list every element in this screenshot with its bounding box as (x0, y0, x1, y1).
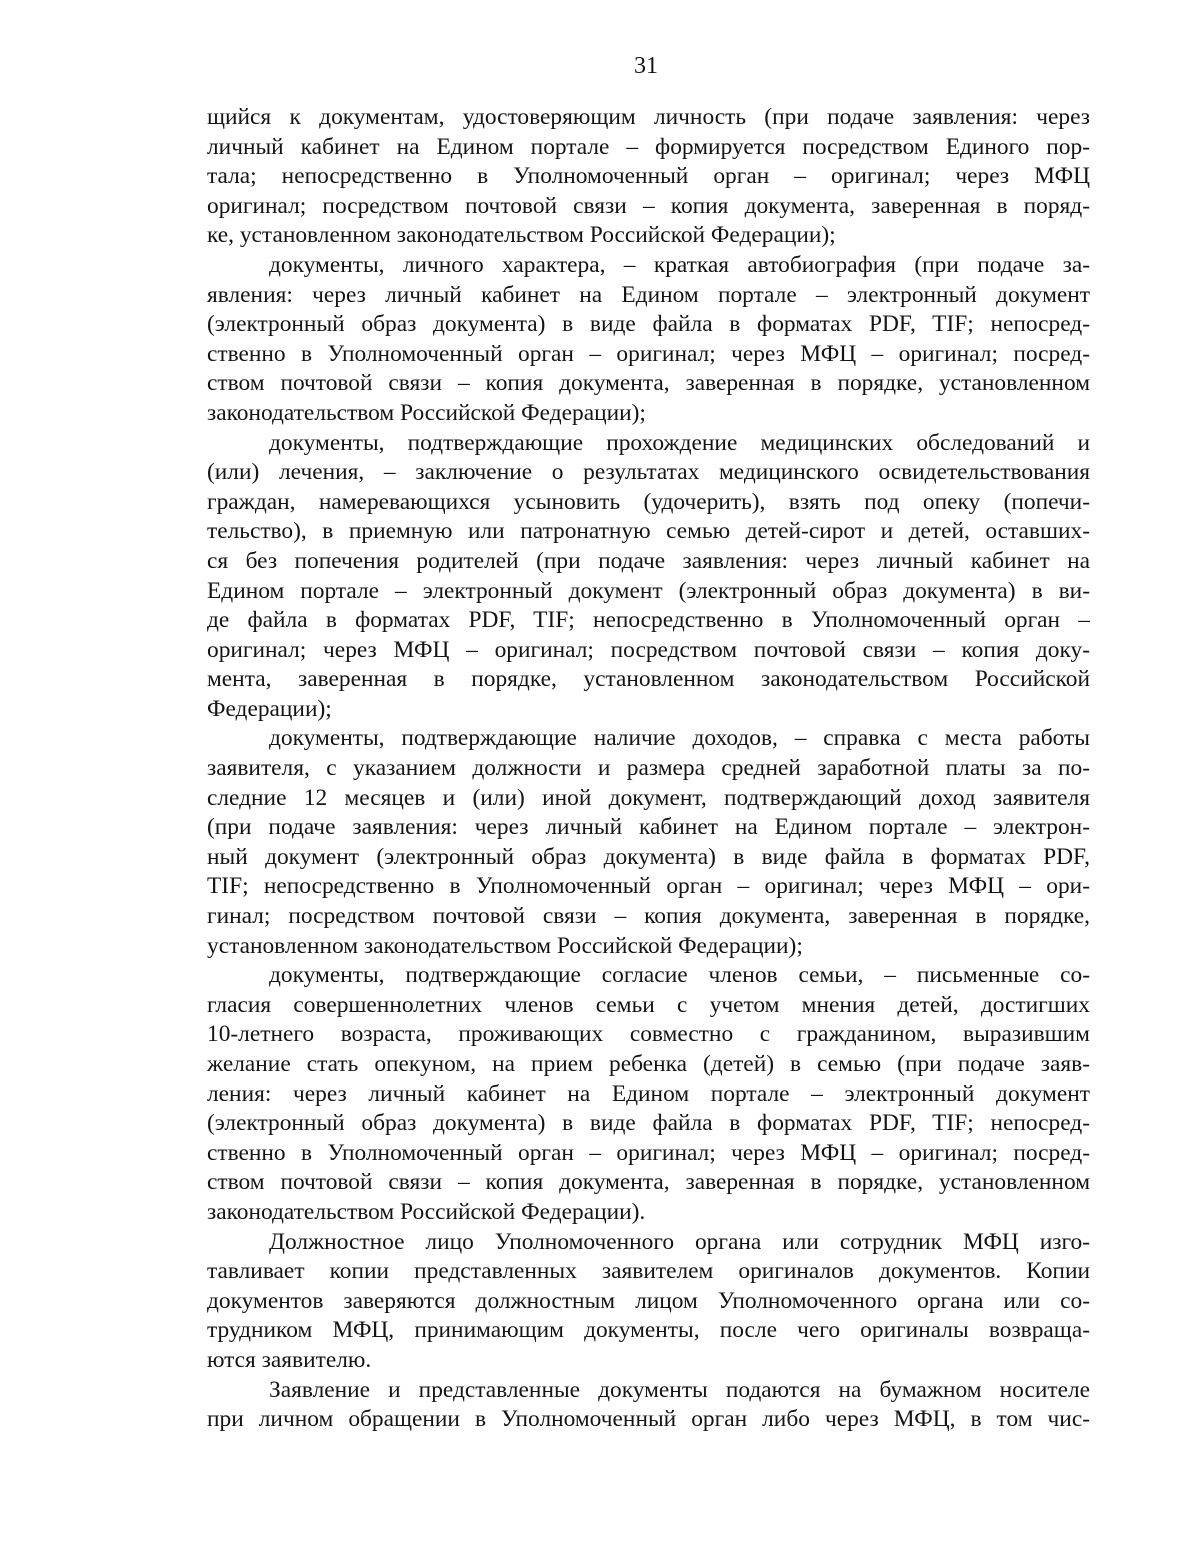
text-line: ке, установленном законодательством Российской Федерации); (207, 222, 836, 249)
text-line: 10-летнего возраста, проживающих совместно с гражданином, выразившим (207, 1021, 1090, 1048)
text-line: TIF; непосредственно в Уполномоченный орган – оригинал; через МФЦ – ори- (207, 873, 1090, 900)
paragraph-start-line: документы, подтверждающие прохождение медицинских обследований и (269, 429, 1090, 456)
text-line: Едином портале – электронный документ (электронный образ документа) в ви- (207, 577, 1090, 604)
text-line: мента, заверенная в порядке, установленном законодательством Российской (207, 666, 1090, 693)
text-line: ления: через личный кабинет на Едином портале – электронный документ (207, 1080, 1090, 1107)
document-body (207, 103, 1090, 1435)
text-line: (электронный образ документа) в виде файла в форматах PDF, TIF; непосред- (207, 311, 1090, 338)
text-line: ный документ (электронный образ документа) в виде файла в форматах PDF, (207, 843, 1090, 870)
text-line: тавливает копии представленных заявителем оригиналов документов. Копии (207, 1258, 1090, 1285)
text-line: при личном обращении в Уполномоченный орган либо через МФЦ, в том чис- (207, 1406, 1090, 1433)
text-line: (электронный образ документа) в виде файла в форматах PDF, TIF; непосред- (207, 1110, 1090, 1137)
text-line: щийся к документам, удостоверяющим личность (при подаче заявления: через (207, 104, 1090, 130)
paragraph-start-line: документы, подтверждающие согласие членов семьи, – письменные со- (269, 962, 1090, 989)
text-line: оригинал; посредством почтовой связи – копия документа, заверенная в поряд- (207, 192, 1090, 219)
text-line: ются заявителю. (207, 1346, 372, 1373)
text-line: личный кабинет на Едином портале – формируется посредством Единого пор- (207, 133, 1090, 160)
text-line: оригинал; через МФЦ – оригинал; посредством почтовой связи – копия доку- (207, 636, 1090, 663)
text-line: гласия совершеннолетних членов семьи с учетом мнения детей, достигших (207, 991, 1090, 1018)
text-line: следние 12 месяцев и (или) иной документ, подтверждающий доход заявителя (207, 784, 1090, 811)
text-line: гинал; посредством почтовой связи – копия документа, заверенная в порядке, (207, 903, 1090, 930)
paragraph-start-line: Должностное лицо Уполномоченного органа или сотрудник МФЦ изго- (269, 1228, 1090, 1255)
text-line: Федерации); (207, 695, 332, 722)
text-line: желание стать опекуном, на прием ребенка (детей) в семью (при подаче заяв- (207, 1051, 1090, 1077)
text-line: ством почтовой связи – копия документа, заверенная в порядке, установленном (207, 1169, 1090, 1196)
paragraph-start-line: документы, подтверждающие наличие доходов, – справка с места работы (269, 725, 1090, 752)
text-line: явления: через личный кабинет на Едином портале – электронный документ (207, 281, 1090, 308)
text-line: ственно в Уполномоченный орган – оригинал; через МФЦ – оригинал; посред- (207, 1139, 1090, 1166)
text-line: ством почтовой связи – копия документа, заверенная в порядке, установленном (207, 370, 1090, 397)
text-line: законодательством Российской Федерации). (207, 1198, 646, 1225)
text-line: (или) лечения, – заключение о результатах медицинского освидетельствования (207, 459, 1090, 486)
text-line: законодательством Российской Федерации); (207, 399, 646, 426)
text-line: тельство), в приемную или патронатную семью детей-сирот и детей, оставших- (207, 518, 1090, 545)
text-line: заявителя, с указанием должности и размера средней заработной платы за по- (207, 755, 1090, 782)
paragraph-start-line: документы, личного характера, – краткая автобиография (при подаче за- (269, 251, 1090, 278)
page-number: 31 (634, 53, 658, 79)
text-line: де файла в форматах PDF, TIF; непосредственно в Уполномоченный орган – (207, 607, 1090, 634)
text-line: документов заверяются должностным лицом Уполномоченного органа или со- (207, 1287, 1090, 1314)
text-line: ся без попечения родителей (при подаче заявления: через личный кабинет на (207, 547, 1090, 574)
paragraph-start-line: Заявление и представленные документы подаются на бумажном носителе (269, 1376, 1090, 1403)
text-line: граждан, намеревающихся усыновить (удочерить), взять под опеку (попечи- (207, 488, 1090, 515)
text-line: трудником МФЦ, принимающим документы, после чего оригиналы возвраща- (207, 1317, 1090, 1344)
text-line: ственно в Уполномоченный орган – оригинал; через МФЦ – оригинал; посред- (207, 340, 1090, 367)
text-line: установленном законодательством Российской Федерации); (207, 932, 803, 959)
text-line: (при подаче заявления: через личный кабинет на Едином портале – электрон- (207, 814, 1090, 841)
text-line: тала; непосредственно в Уполномоченный орган – оригинал; через МФЦ (207, 163, 1090, 190)
